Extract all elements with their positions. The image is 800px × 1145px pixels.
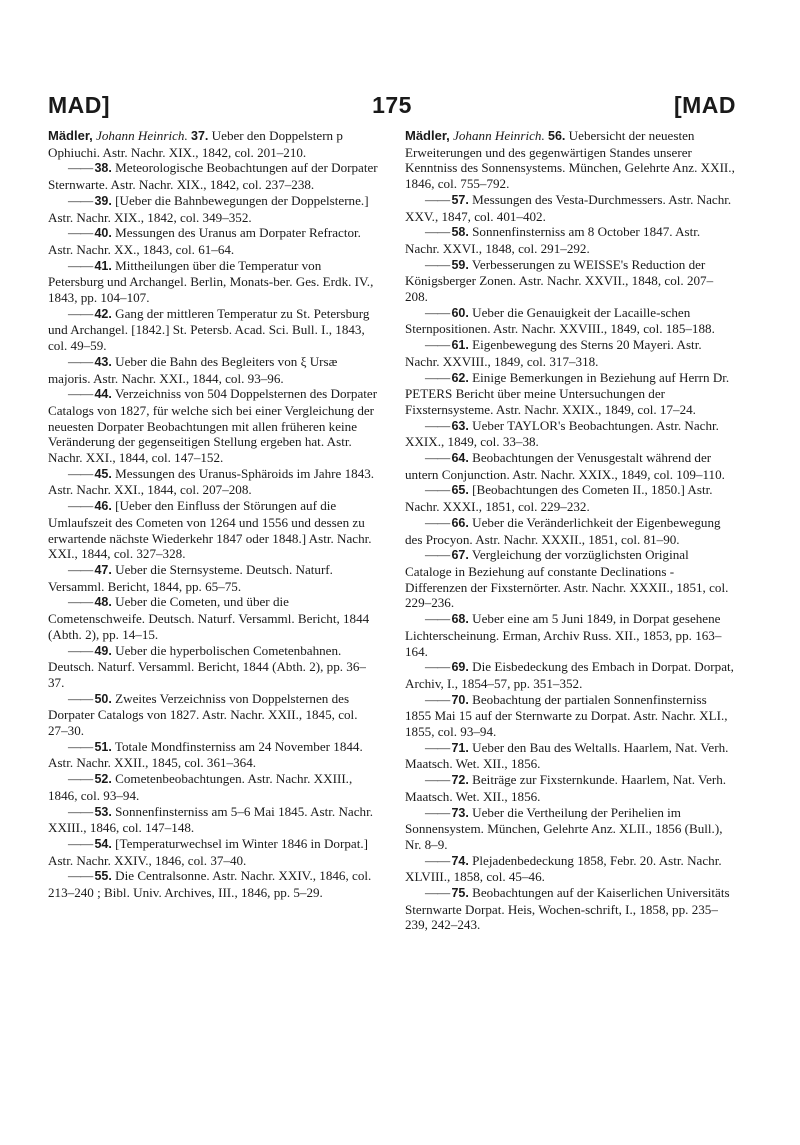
entry-text: Beiträge zur Fixsternkunde. Haarlem, Nat. Verh. Maatsch. Wet. XII., 1856. <box>405 772 727 804</box>
entry-text: Ueber eine am 5 Juni 1849, in Dorpat gesehene Lichterscheinung. Erman, Archiv Russ. XII., 1853, pp. 163–164. <box>405 611 722 659</box>
entry-number: 40. <box>94 226 112 241</box>
right-column <box>405 128 735 933</box>
author-forename: Johann Heinrich. <box>96 128 188 143</box>
entry-text: Ueber die Genauigkeit der Lacaille-schen Sternpositionen. Astr. Nachr. XXVIII., 1849, col. 185–188. <box>405 304 715 337</box>
right-entry <box>405 305 735 337</box>
ditto-dash: —— <box>68 192 95 208</box>
entry-text: Messungen des Vesta-Durchmessers. Astr. Nachr. XXV., 1847, col. 401–402. <box>405 191 732 224</box>
right-entry <box>405 805 735 853</box>
entry-text: Ueber die Cometen, und über die Cometenschweife. Deutsch. Naturf. Versamml. Bericht, 1844 (Abth. 2), pp. 14–15. <box>48 594 370 642</box>
entry-text: Ueber die Vertheilung der Perihelien im Sonnensystem. München, Gelehrte Anz. XLII., 1856 (Bull.), Nr. 8–9. <box>405 804 723 852</box>
left-entry <box>48 160 378 192</box>
ditto-dash: —— <box>425 611 452 627</box>
ditto-dash: —— <box>425 885 452 901</box>
entry-text: Verzeichniss von 504 Doppelsternen des Dorpater Catalogs von 1827, für welche sich bei einer Vergleichung der neuesten Dorpater Beobachtungen mit allen früheren keine Veränderung der gegenseitigen Stellung ergeben hat. Astr. Nachr. XXI., 1844, col. 147–152. <box>48 386 378 466</box>
entry-text: [Temperaturwechsel im Winter 1846 in Dorpat.] Astr. Nachr. XXIV., 1846, col. 37–40. <box>48 835 368 868</box>
right-entry <box>405 450 735 482</box>
right-entry <box>405 692 735 740</box>
entry-text: Messungen des Uranus-Sphäroids im Jahre 1843. Astr. Nachr. XXI., 1844, col. 207–208. <box>48 465 375 498</box>
entry-number: 53. <box>94 804 112 819</box>
ditto-dash: —— <box>68 353 95 369</box>
ditto-dash: —— <box>425 514 452 530</box>
entry-number: 67. <box>451 548 469 563</box>
ditto-dash: —— <box>425 739 452 755</box>
ditto-dash: —— <box>425 804 452 820</box>
ditto-dash: —— <box>425 772 452 788</box>
entry-number: 64. <box>451 451 469 466</box>
left-entry <box>48 562 378 594</box>
left-entry <box>48 594 378 642</box>
left-entry <box>48 868 378 900</box>
entry-number: 58. <box>451 225 469 240</box>
author-surname: Mädler, <box>405 128 450 143</box>
entry-text: Ueber die hyperbolischen Cometenbahnen. Deutsch. Naturf. Versamml. Bericht, 1844 (Abth. 2), pp. 36–37. <box>48 642 366 690</box>
entry-text: Die Centralsonne. Astr. Nachr. XXIV., 1846, col. 213–240 ; Bibl. Univ. Archives, III., 1846, pp. 5–29. <box>48 868 372 901</box>
left-entry <box>48 771 378 803</box>
ditto-dash: —— <box>425 337 452 353</box>
entry-number: 44. <box>94 387 112 402</box>
right-entry <box>405 515 735 547</box>
entry-text: Cometenbeobachtungen. Astr. Nachr. XXIII., 1846, col. 93–94. <box>48 771 353 803</box>
right-entry <box>405 659 735 691</box>
ditto-dash: —— <box>68 642 95 658</box>
entry-text: Ueber TAYLOR's Beobachtungen. Astr. Nachr. XXIX., 1849, col. 33–38. <box>405 417 719 450</box>
entry-number: 68. <box>451 612 469 627</box>
entry-number: 74. <box>451 853 469 868</box>
page-number: 175 <box>372 92 412 118</box>
right-entry <box>405 547 735 611</box>
ditto-dash: —— <box>68 225 95 241</box>
entry-number: 59. <box>451 257 469 272</box>
author-surname: Mädler, <box>48 128 93 143</box>
left-entry <box>48 354 378 386</box>
ditto-dash: —— <box>425 450 452 466</box>
ditto-dash: —— <box>68 465 95 481</box>
entry-number: 56. <box>548 129 566 143</box>
ditto-dash: —— <box>68 690 95 706</box>
right-entry <box>405 418 735 450</box>
entry-text: Sonnenfinsterniss am 8 October 1847. Astr. Nachr. XXVI., 1848, col. 291–292. <box>405 224 701 256</box>
entry-text: Ueber die Bahn des Begleiters von ξ Ursæ majoris. Astr. Nachr. XXI., 1844, col. 93–96. <box>48 353 338 386</box>
entry-number: 57. <box>451 192 469 207</box>
entry-text: Ueber den Doppelstern p Ophiuchi. Astr. Nachr. XIX., 1842, col. 201–210. <box>48 128 343 160</box>
entry-number: 60. <box>451 305 469 320</box>
ditto-dash: —— <box>68 803 95 819</box>
entry-number: 42. <box>94 306 112 321</box>
entry-number: 63. <box>451 418 469 433</box>
left-entry <box>48 306 378 354</box>
right-entry <box>405 224 735 256</box>
entry-text: Vergleichung der vorzüglichsten Original Cataloge in Beziehung auf constante Declinations - Differenzen der Fixsternörter. Astr. Nachr. XXXII., 1851, col. 229–236. <box>405 547 729 611</box>
ditto-dash: —— <box>68 868 95 884</box>
ditto-dash: —— <box>425 256 452 272</box>
right-entry <box>405 257 735 305</box>
entry-text: Ueber die Veränderlichkeit der Eigenbewegung des Procyon. Astr. Nachr. XXXII., 1851, col. 81–90. <box>405 514 721 547</box>
left-entry <box>48 225 378 257</box>
entry-number: 41. <box>94 258 112 273</box>
entry-number: 51. <box>94 739 112 754</box>
entry-number: 43. <box>94 354 112 369</box>
running-header <box>48 92 736 119</box>
entry-number: 70. <box>451 692 469 707</box>
entry-number: 55. <box>94 869 112 884</box>
entry-number: 49. <box>94 643 112 658</box>
left-entry <box>48 739 378 771</box>
ditto-dash: —— <box>425 852 452 868</box>
right-entry <box>405 611 735 659</box>
entry-number: 71. <box>451 740 469 755</box>
right-entry <box>405 192 735 224</box>
entry-text: Beobachtungen der Venusgestalt während der untern Conjunction. Astr. Nachr. XXIX., 1849, col. 109–110. <box>405 450 725 482</box>
entry-text: Gang der mittleren Temperatur zu St. Petersburg und Archangel. [1842.] St. Petersb. Acad. Sci. Bull. I., 1843, col. 49–59. <box>48 305 370 354</box>
right-entry <box>405 337 735 369</box>
right-entry <box>405 482 735 514</box>
entry-text: [Ueber den Einfluss der Störungen auf die Umlaufszeit des Cometen von 1264 und 1556 und dessen zu erwartende nächste Wiederkehr 1847 oder 1848.] Astr. Nachr. XXI., 1844, col. 327–328. <box>48 498 372 562</box>
ditto-dash: —— <box>425 369 452 385</box>
ditto-dash: —— <box>68 771 95 787</box>
left-entry <box>48 643 378 691</box>
ditto-dash: —— <box>68 835 95 851</box>
entry-text: Plejadenbedeckung 1858, Febr. 20. Astr. Nachr. XLVIII., 1858, col. 45–46. <box>405 852 722 885</box>
ditto-dash: —— <box>68 594 95 610</box>
entry-number: 48. <box>94 595 112 610</box>
entry-text: Uebersicht der neuesten Erweiterungen und des gegenwärtigen Standes unserer Kenntniss des Sonnensystems. München, Gelehrte Anz. XXII., 1846, col. 755–792. <box>405 128 735 192</box>
entry-number: 66. <box>451 515 469 530</box>
entry-number: 72. <box>451 773 469 788</box>
entry-text: Eigenbewegung des Sterns 20 Mayeri. Astr. Nachr. XXVIII., 1849, col. 317–318. <box>405 337 702 369</box>
ditto-dash: —— <box>425 482 452 498</box>
entry-number: 37. <box>191 129 209 143</box>
entry-number: 65. <box>451 483 469 498</box>
entry-text: Beobachtung der partialen Sonnenfinsterniss 1855 Mai 15 auf der Sternwarte zu Dorpat. Astr. Nachr. XLI., 1855, col. 93–94. <box>405 691 728 740</box>
left-entry <box>48 498 378 562</box>
ditto-dash: —— <box>68 738 95 754</box>
ditto-dash: —— <box>68 257 95 273</box>
entry-number: 47. <box>94 562 112 577</box>
entry-number: 52. <box>94 772 112 787</box>
header-left: MAD] <box>48 92 111 118</box>
entry-number: 50. <box>94 691 112 706</box>
left-entry <box>48 386 378 466</box>
entry-number: 69. <box>451 660 469 675</box>
right-entry <box>405 128 735 192</box>
left-entry <box>48 836 378 868</box>
entry-text: Verbesserungen zu WEISSE's Reduction der Königsberger Zonen. Astr. Nachr. XXVII., 1848, col. 207–208. <box>405 256 714 305</box>
entry-number: 62. <box>451 370 469 385</box>
ditto-dash: —— <box>425 191 452 207</box>
ditto-dash: —— <box>425 417 452 433</box>
ditto-dash: —— <box>425 304 452 320</box>
ditto-dash: —— <box>68 498 95 514</box>
entry-text: Ueber die Sternsysteme. Deutsch. Naturf. Versamml. Bericht, 1844, pp. 65–75. <box>48 561 333 594</box>
right-entry <box>405 853 735 885</box>
ditto-dash: —— <box>425 224 452 240</box>
entry-number: 46. <box>94 499 112 514</box>
left-entry <box>48 128 378 160</box>
entry-text: Zweites Verzeichniss von Doppelsternen des Dorpater Catalogs von 1827. Astr. Nachr. XXII., 1845, col. 27–30. <box>48 690 358 739</box>
entry-text: Die Eisbedeckung des Embach in Dorpat. Dorpat, Archiv, I., 1854–57, pp. 351–352. <box>405 659 734 691</box>
left-entry <box>48 466 378 498</box>
entry-text: Ueber den Bau des Weltalls. Haarlem, Nat. Verh. Maatsch. Wet. XII., 1856. <box>405 739 729 772</box>
left-entry <box>48 258 378 306</box>
entry-text: Sonnenfinsterniss am 5–6 Mai 1845. Astr. Nachr. XXIII., 1846, col. 147–148. <box>48 803 373 836</box>
entry-text: [Ueber die Bahnbewegungen der Doppelsterne.] Astr. Nachr. XIX., 1842, col. 349–352. <box>48 192 369 225</box>
entry-text: Messungen des Uranus am Dorpater Refractor. Astr. Nachr. XX., 1843, col. 61–64. <box>48 225 361 257</box>
ditto-dash: —— <box>425 547 452 563</box>
ditto-dash: —— <box>68 160 95 176</box>
entry-text: Meteorologische Beobachtungen auf der Dorpater Sternwarte. Astr. Nachr. XIX., 1842, col. 237–238. <box>48 160 378 193</box>
entry-text: Totale Mondfinsterniss am 24 November 1844. Astr. Nachr. XXII., 1845, col. 361–364. <box>48 738 363 771</box>
ditto-dash: —— <box>68 561 95 577</box>
entry-text: Beobachtungen auf der Kaiserlichen Universitäts Sternwarte Dorpat. Heis, Wochen-schrift, I., 1858, pp. 235–239, 242–243. <box>405 885 730 933</box>
left-entry <box>48 691 378 739</box>
ditto-dash: —— <box>68 386 95 402</box>
entry-number: 61. <box>451 338 469 353</box>
ditto-dash: —— <box>425 691 452 707</box>
entry-number: 54. <box>94 836 112 851</box>
right-entry <box>405 772 735 804</box>
entry-number: 39. <box>94 193 112 208</box>
entry-number: 75. <box>451 886 469 901</box>
entry-text: Einige Bemerkungen in Beziehung auf Herrn Dr. PETERS Bericht über meine Untersuchungen der Fixsternsysteme. Astr. Nachr. XXIX., 1849, col. 17–24. <box>405 369 730 417</box>
ditto-dash: —— <box>68 305 95 321</box>
left-column <box>48 128 378 901</box>
ditto-dash: —— <box>425 659 452 675</box>
author-forename: Johann Heinrich. <box>453 128 545 143</box>
entry-number: 38. <box>94 161 112 176</box>
entry-number: 73. <box>451 805 469 820</box>
header-right: [MAD <box>673 92 736 118</box>
entry-text: Mittheilungen über die Temperatur von Petersburg und Archangel. Berlin, Monats-ber. Ges. Erdk. IV., 1843, pp. 104–107. <box>48 257 374 306</box>
right-entry <box>405 740 735 772</box>
entry-number: 45. <box>94 466 112 481</box>
right-entry <box>405 370 735 418</box>
right-entry <box>405 885 735 933</box>
left-entry <box>48 804 378 836</box>
entry-text: [Beobachtungen des Cometen II., 1850.] Astr. Nachr. XXXI., 1851, col. 229–232. <box>405 482 713 515</box>
left-entry <box>48 193 378 225</box>
